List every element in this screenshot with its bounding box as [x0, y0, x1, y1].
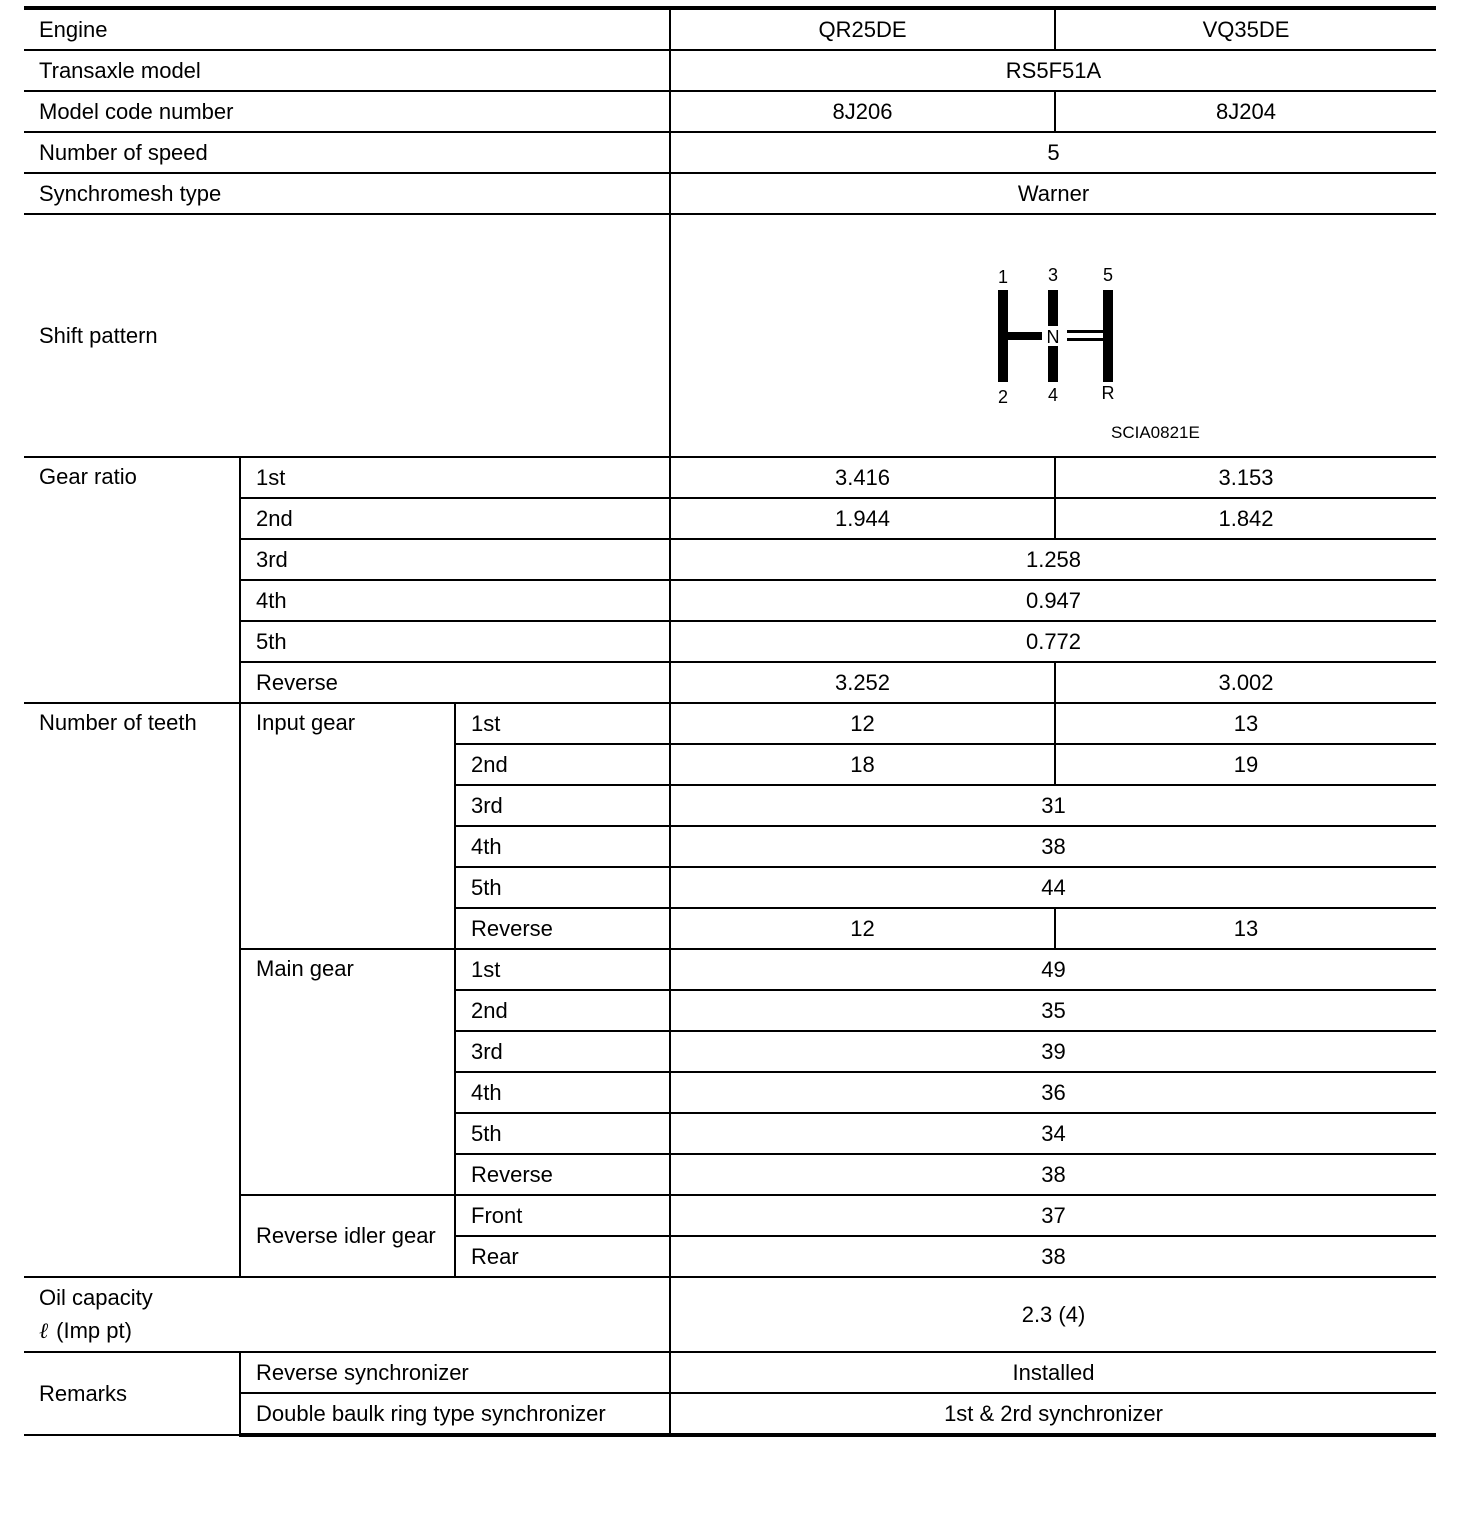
gear-ratio-value: 0.772: [670, 621, 1436, 662]
main-gear-value: 35: [670, 990, 1436, 1031]
gear-2-label: 2: [997, 387, 1009, 407]
main-gear-gear: 2nd: [455, 990, 670, 1031]
gear-ratio-gear: Reverse: [240, 662, 670, 703]
input-gear-qr25de: 12: [670, 908, 1055, 949]
transaxle-label: Transaxle model: [24, 50, 670, 91]
gear-ratio-qr25de: 3.416: [670, 457, 1055, 498]
oil-capacity-value: 2.3 (4): [670, 1277, 1436, 1352]
specifications-table: [24, 6, 1436, 1437]
oil-capacity-unit-line: [39, 1319, 669, 1344]
input-gear-value: 38: [670, 826, 1436, 867]
remarks-label: Remarks: [24, 1352, 240, 1435]
shift-pattern-row: [24, 214, 1436, 457]
shift-pattern-figure-cell: [670, 214, 1436, 457]
gear-ratio-label: Gear ratio: [24, 457, 240, 703]
input-gear-label: Input gear: [240, 703, 455, 949]
gear-5-label: 5: [1102, 265, 1114, 285]
synchromesh-row: [24, 173, 1436, 214]
input-gear-vq35de: 13: [1055, 703, 1436, 744]
idler-gear-position: Front: [455, 1195, 670, 1236]
engine-vq35de: VQ35DE: [1055, 8, 1436, 50]
input-gear-row: [24, 703, 1436, 744]
reverse-idler-gear-label: Reverse idler gear: [240, 1195, 455, 1277]
remarks-value: 1st & 2rd synchronizer: [670, 1393, 1436, 1435]
speed-value: 5: [670, 132, 1436, 173]
gear-ratio-gear: 5th: [240, 621, 670, 662]
oil-capacity-unit: (Imp pt): [56, 1317, 132, 1343]
gear-3-label: 3: [1047, 265, 1059, 285]
gear-ratio-gear: 2nd: [240, 498, 670, 539]
main-gear-value: 38: [670, 1154, 1436, 1195]
input-gear-gear: 1st: [455, 703, 670, 744]
remarks-value: Installed: [670, 1352, 1436, 1393]
input-gear-gear: 3rd: [455, 785, 670, 826]
speed-label: Number of speed: [24, 132, 670, 173]
gear-ratio-value: 0.947: [670, 580, 1436, 621]
gear-1-label: 1: [997, 267, 1009, 287]
figure-caption: SCIA0821E: [1111, 423, 1200, 442]
gear-4-label: 4: [1047, 385, 1059, 405]
gear-ratio-gear: 4th: [240, 580, 670, 621]
input-gear-gear: Reverse: [455, 908, 670, 949]
gear-ratio-value: 1.258: [670, 539, 1436, 580]
gear-reverse-label: R: [1101, 383, 1115, 403]
shift-pattern-label: Shift pattern: [24, 214, 670, 457]
engine-qr25de: QR25DE: [670, 8, 1055, 50]
gear-ratio-qr25de: 1.944: [670, 498, 1055, 539]
idler-gear-value: 38: [670, 1236, 1436, 1277]
model-code-vq35de: 8J204: [1055, 91, 1436, 132]
idler-gear-value: 37: [670, 1195, 1436, 1236]
speed-row: [24, 132, 1436, 173]
main-gear-gear: Reverse: [455, 1154, 670, 1195]
input-gear-qr25de: 12: [670, 703, 1055, 744]
input-gear-qr25de: 18: [670, 744, 1055, 785]
shift-pattern-diagram: [991, 265, 1221, 445]
main-gear-value: 39: [670, 1031, 1436, 1072]
input-gear-value: 31: [670, 785, 1436, 826]
synchromesh-value: Warner: [670, 173, 1436, 214]
remarks-item: Reverse synchronizer: [240, 1352, 670, 1393]
input-gear-vq35de: 19: [1055, 744, 1436, 785]
main-gear-value: 34: [670, 1113, 1436, 1154]
gear-ratio-vq35de: 3.153: [1055, 457, 1436, 498]
main-gear-gear: 4th: [455, 1072, 670, 1113]
model-code-label: Model code number: [24, 91, 670, 132]
litre-symbol: ℓ: [39, 1318, 49, 1344]
gear-ratio-gear: 1st: [240, 457, 670, 498]
remarks-item: Double baulk ring type synchronizer: [240, 1393, 670, 1435]
input-gear-vq35de: 13: [1055, 908, 1436, 949]
idler-gear-position: Rear: [455, 1236, 670, 1277]
oil-capacity-label: [24, 1277, 670, 1352]
remarks-row: [24, 1352, 1436, 1393]
engine-label: Engine: [24, 8, 670, 50]
transaxle-row: [24, 50, 1436, 91]
input-gear-gear: 2nd: [455, 744, 670, 785]
input-gear-gear: 5th: [455, 867, 670, 908]
main-gear-label: Main gear: [240, 949, 455, 1195]
number-of-teeth-label: Number of teeth: [24, 703, 240, 1277]
gear-ratio-qr25de: 3.252: [670, 662, 1055, 703]
gear-ratio-row: [24, 457, 1436, 498]
oil-capacity-row: [24, 1277, 1436, 1352]
main-gear-value: 36: [670, 1072, 1436, 1113]
gear-ratio-gear: 3rd: [240, 539, 670, 580]
gear-ratio-vq35de: 3.002: [1055, 662, 1436, 703]
oil-capacity-title: Oil capacity: [39, 1284, 153, 1310]
neutral-label: N: [1046, 327, 1060, 347]
main-gear-gear: 5th: [455, 1113, 670, 1154]
synchromesh-label: Synchromesh type: [24, 173, 670, 214]
model-code-qr25de: 8J206: [670, 91, 1055, 132]
input-gear-gear: 4th: [455, 826, 670, 867]
engine-row: [24, 8, 1436, 50]
main-gear-value: 49: [670, 949, 1436, 990]
main-gear-gear: 3rd: [455, 1031, 670, 1072]
main-gear-gear: 1st: [455, 949, 670, 990]
model-code-row: [24, 91, 1436, 132]
input-gear-value: 44: [670, 867, 1436, 908]
transaxle-value: RS5F51A: [670, 50, 1436, 91]
gear-ratio-vq35de: 1.842: [1055, 498, 1436, 539]
